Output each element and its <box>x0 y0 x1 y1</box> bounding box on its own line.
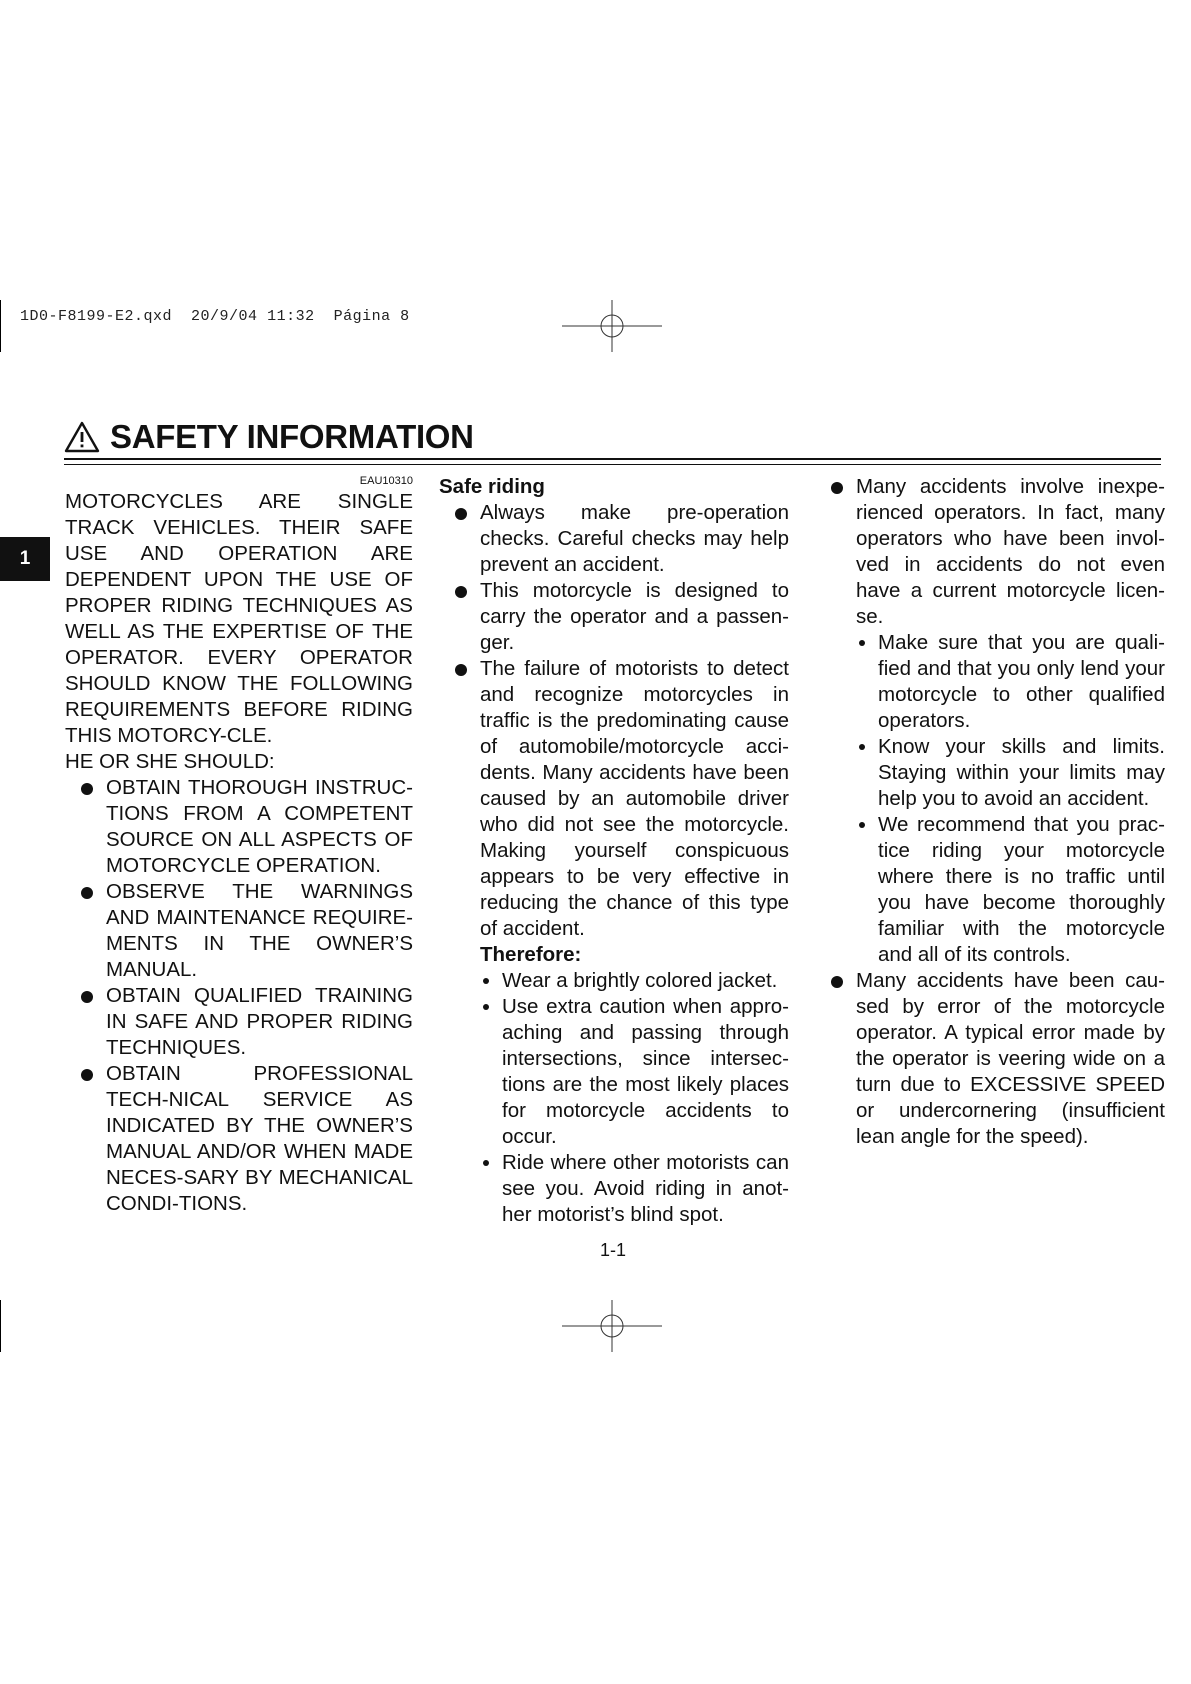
chapter-tab: 1 <box>0 537 50 581</box>
column-3 <box>815 474 1165 1150</box>
sub-list-item: Make sure that you are quali-fied and that you only lend your motorcycle to other qualified operators. <box>856 630 1165 734</box>
sub-list-item: Use extra caution when appro-aching and passing through intersections, since intersec-tions are the most likely places for motorcycle accidents to occur. <box>480 994 789 1150</box>
warning-triangle-icon <box>64 421 100 453</box>
therefore-heading: Therefore: <box>480 943 582 966</box>
page-title-text: SAFETY INFORMATION <box>110 418 474 455</box>
list-item <box>815 474 1165 968</box>
accidents-list <box>815 474 1165 1150</box>
list-item-text: The failure of motorists to detect and recognize motorcycles in traffic is the predominating cause of automobile/motorcycle acci-dents. Many accidents have been caused by an automobile driver who did not see the motorcycle. Making yourself conspicuous appears to be very effective in reducing the chance of this type of accident. <box>480 657 789 940</box>
list-item: OBTAIN THOROUGH INSTRUC-TIONS FROM A COMPETENT SOURCE ON ALL ASPECTS OF MOTORCYCLE OPERATION. <box>65 775 413 879</box>
safe-riding-list <box>439 500 789 1228</box>
column-2 <box>439 474 789 1228</box>
list-item: Many accidents have been cau-sed by error of the motorcycle operator. A typical error made by the operator is veering wide on a turn due to EXCESSIVE SPEED or undercornering (insufficient lean angle for the speed). <box>815 968 1165 1150</box>
crop-mark-top-left <box>0 300 1 352</box>
sub-list-item: Know your skills and limits. Staying within your limits may help you to avoid an accident. <box>856 734 1165 812</box>
sub-list-item: Wear a brightly colored jacket. <box>480 968 789 994</box>
title-rule <box>64 458 1161 460</box>
list-item: OBTAIN QUALIFIED TRAINING IN SAFE AND PROPER RIDING TECHNIQUES. <box>65 983 413 1061</box>
list-item-text: Many accidents involve inexpe-rienced operators. In fact, many operators who have been invol-ved in accidents do not even have a current motorcycle licen-se. <box>856 475 1165 628</box>
doc-code: EAU10310 <box>359 475 413 487</box>
list-item: OBSERVE THE WARNINGS AND MAINTENANCE REQUIRE-MENTS IN THE OWNER’S MANUAL. <box>65 879 413 983</box>
page-number: 1-1 <box>600 1240 627 1260</box>
registration-mark-bottom <box>562 1300 662 1352</box>
sub-list-item: We recommend that you prac-tice riding your motorcycle where there is no traffic until you have become thoroughly familiar with the motorcycle and all of its controls. <box>856 812 1165 968</box>
slug-date: 20/9/04 <box>191 308 258 325</box>
slug-file: 1D0-F8199-E2.qxd <box>20 308 173 325</box>
list-item: OBTAIN PROFESSIONAL TECH-NICAL SERVICE AS INDICATED BY THE OWNER’S MANUAL AND/OR WHEN MADE NECES-SARY BY MECHANICAL CONDI-TIONS. <box>65 1061 413 1217</box>
list-item: This motorcycle is designed to carry the operator and a passen-ger. <box>439 578 789 656</box>
crop-mark-bottom-left <box>0 1300 1 1352</box>
list-item: Always make pre-operation checks. Careful checks may help prevent an accident. <box>439 500 789 578</box>
intro-paragraph: MOTORCYCLES ARE SINGLE TRACK VEHICLES. THEIR SAFE USE AND OPERATION ARE DEPENDENT UPON THE USE OF PROPER RIDING TECHNIQUES AS WELL AS THE EXPERTISE OF THE OPERATOR. EVERY OPERATOR SHOULD KNOW THE FOLLOWING REQUIREMENTS BEFORE RIDING THIS MOTORCY-CLE. <box>65 490 413 747</box>
slug-time: 11:32 <box>267 308 315 325</box>
sub-list-item: Ride where other motorists can see you. Avoid riding in anot-her motorist’s blind spot. <box>480 1150 789 1228</box>
list-item <box>439 656 789 1228</box>
registration-mark-top <box>562 300 662 352</box>
page-title <box>64 418 474 456</box>
requirements-list <box>65 775 413 1217</box>
section-heading: Safe riding <box>439 475 545 498</box>
sub-list <box>480 968 789 1228</box>
column-1 <box>65 474 413 1217</box>
slug-page: Página 8 <box>333 308 410 325</box>
print-slug <box>20 308 410 325</box>
sub-list <box>856 630 1165 968</box>
lead-text: HE OR SHE SHOULD: <box>65 750 275 773</box>
title-rule-thin <box>64 464 1161 465</box>
